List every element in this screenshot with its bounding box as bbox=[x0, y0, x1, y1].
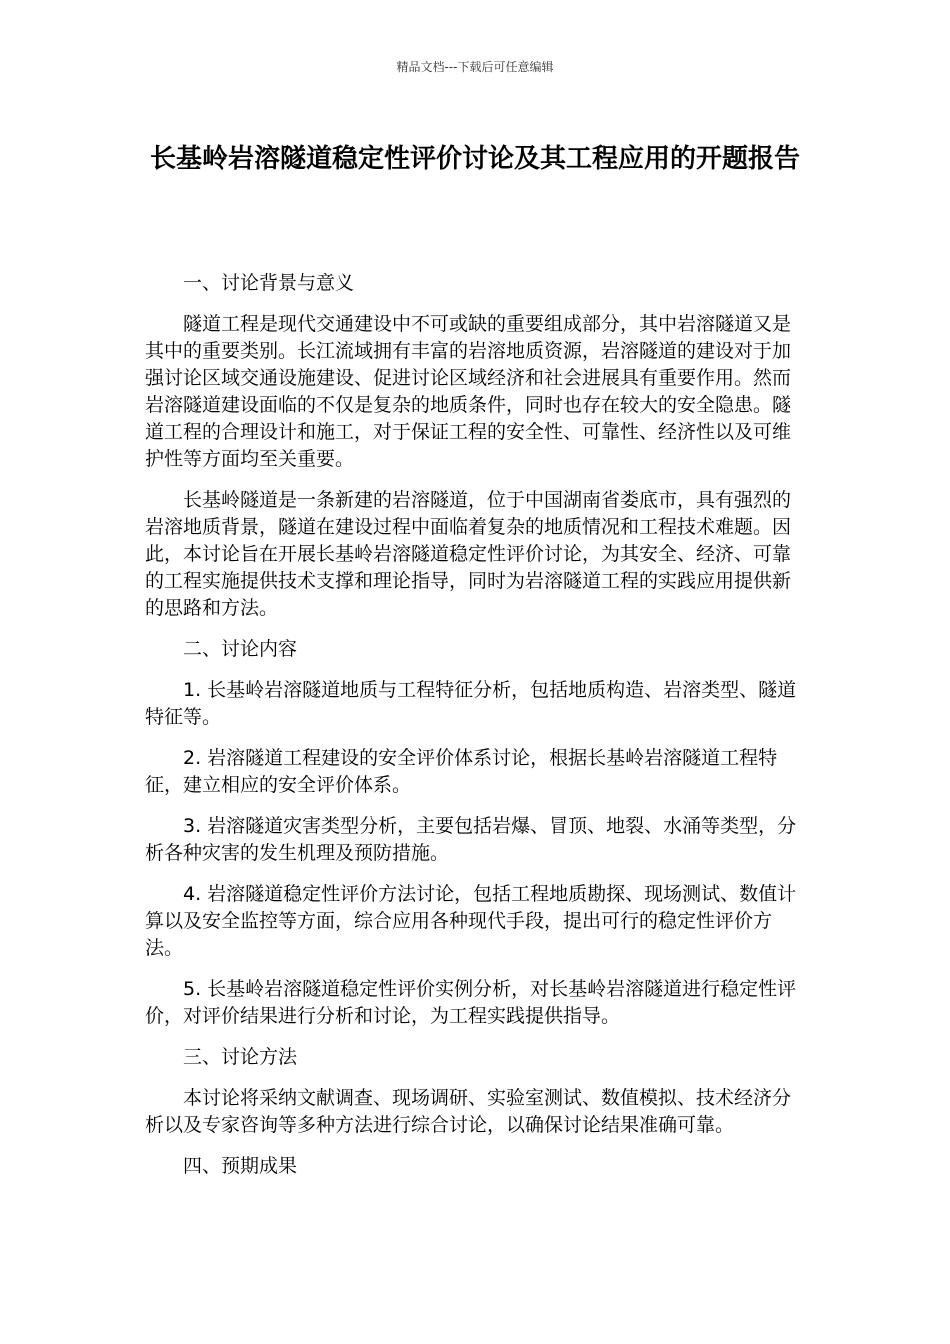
document-body bbox=[145, 270, 807, 1194]
content-item-1: 1. 长基岭岩溶隧道地质与工程特征分析，包括地质构造、岩溶类型、隧道特征等。 bbox=[145, 679, 797, 728]
section-heading-background: 一、讨论背景与意义 bbox=[183, 272, 355, 294]
header-note: 精品文档---下载后可任意编辑 bbox=[396, 60, 554, 74]
section-heading-method: 三、讨论方法 bbox=[183, 1046, 298, 1068]
section-heading-outcomes: 四、预期成果 bbox=[183, 1155, 298, 1177]
content-item-2: 2. 岩溶隧道工程建设的安全评价体系讨论，根据长基岭岩溶隧道工程特征，建立相应的安全评价体系。 bbox=[145, 747, 778, 796]
content-item-5: 5. 长基岭岩溶隧道稳定性评价实例分析，对长基岭岩溶隧道进行稳定性评价，对评价结果进行分析和讨论，为工程实践提供指导。 bbox=[145, 978, 797, 1027]
background-paragraph-2: 长基岭隧道是一条新建的岩溶隧道，位于中国湖南省娄底市，具有强烈的岩溶地质背景，隧道在建设过程中面临着复杂的地质情况和工程技术难题。因此，本讨论旨在开展长基岭岩溶隧道稳定性评价讨论，为其安全、经济、可靠的工程实施提供技术支撑和理论指导，同时为岩溶隧道工程的实践应用提供新的思路和方法。 bbox=[145, 489, 792, 619]
content-item-3: 3. 岩溶隧道灾害类型分析，主要包括岩爆、冒顶、地裂、水涌等类型，分析各种灾害的发生机理及预防措施。 bbox=[145, 815, 797, 864]
background-paragraph-1: 隧道工程是现代交通建设中不可或缺的重要组成部分，其中岩溶隧道又是其中的重要类别。长江流域拥有丰富的岩溶地质资源，岩溶隧道的建设对于加强讨论区域交通设施建设、促进讨论区域经济和社会进展具有重要作用。然而岩溶隧道建设面临的不仅是复杂的地质条件，同时也存在较大的安全隐患。隧道工程的合理设计和施工，对于保证工程的安全性、可靠性、经济性以及可维护性等方面均至关重要。 bbox=[145, 313, 792, 470]
section-heading-content: 二、讨论内容 bbox=[183, 638, 298, 660]
content-item-4: 4. 岩溶隧道稳定性评价方法讨论，包括工程地质勘探、现场测试、数值计算以及安全监控等方面，综合应用各种现代手段，提出可行的稳定性评价方法。 bbox=[145, 883, 797, 959]
method-paragraph: 本讨论将采纳文献调查、现场调研、实验室测试、数值模拟、技术经济分析以及专家咨询等多种方法进行综合讨论，以确保讨论结果准确可靠。 bbox=[145, 1087, 792, 1136]
document-title: 长基岭岩溶隧道稳定性评价讨论及其工程应用的开题报告 bbox=[149, 144, 800, 174]
